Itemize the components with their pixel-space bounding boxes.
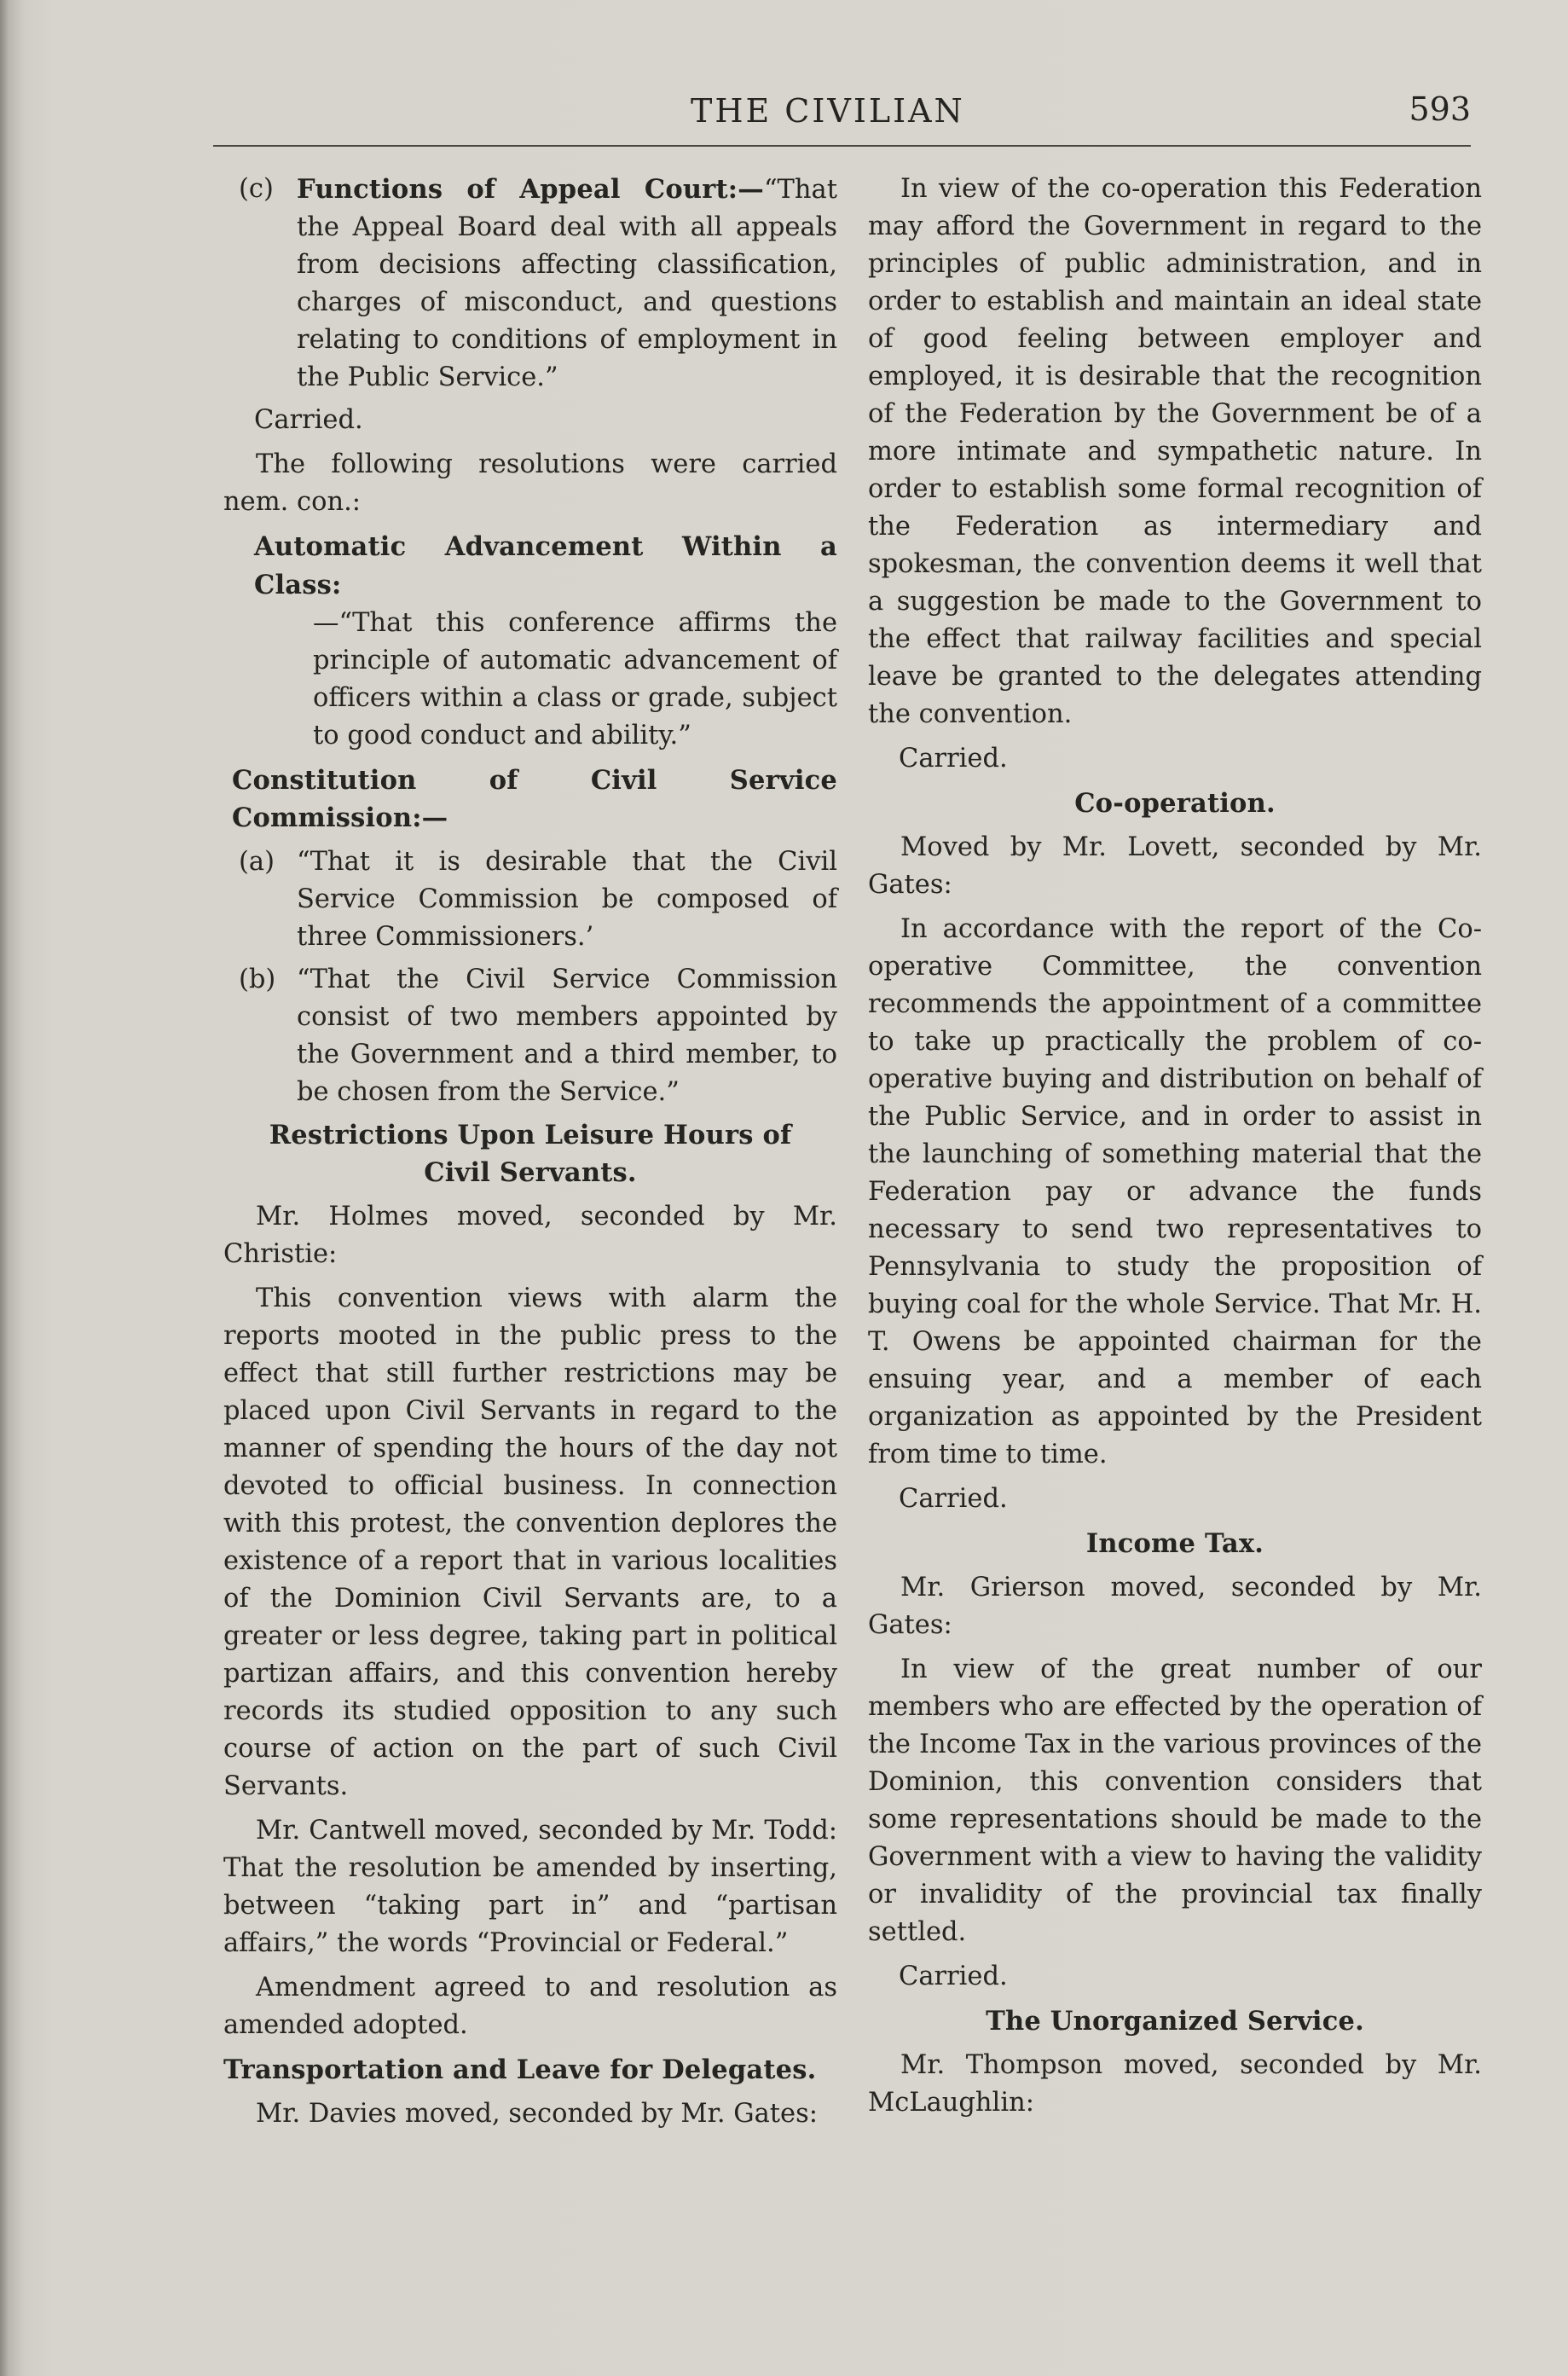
right-column <box>868 171 1482 2129</box>
section-heading: Restrictions Upon Leisure Hours of Civil Servants. <box>269 1120 792 1188</box>
section-heading: Co-operation. <box>1074 788 1276 819</box>
section-heading: Functions of Appeal Court:— <box>297 174 764 205</box>
carried-note: Carried. <box>899 1962 1008 1991</box>
header-rule <box>213 145 1471 147</box>
section-heading: Constitution of Civil Service Commission:— <box>232 765 837 833</box>
motion-line: Mr. Grierson moved, seconded by Mr. Gates: <box>868 1573 1482 1640</box>
motion-line: Moved by Mr. Lovett, seconded by Mr. Gates: <box>868 832 1482 900</box>
section-heading: The Unorganized Service. <box>986 2006 1364 2037</box>
paragraph: In view of the great number of our members who are effected by the operation of the Income Tax in the various provinces of the Dominion, this convention considers that some representations should be made to the Government with a view to having the validity or invalidity of the provincial tax finally settled. <box>868 1655 1482 1947</box>
resolution-item-a <box>223 843 837 956</box>
item-text: “That the Civil Service Commission consist of two members appointed by the Government and a third member, to be chosen from the Service.” <box>297 965 837 1107</box>
paragraph: Mr. Cantwell moved, seconded by Mr. Todd: That the resolution be amended by inserting, between “taking part in” and “partisan affairs,” the words “Provincial or Federal.” <box>223 1816 837 1958</box>
left-column <box>223 171 837 2140</box>
motion-line: Mr. Davies moved, seconded by Mr. Gates: <box>256 2099 819 2129</box>
running-header <box>213 85 1471 136</box>
paragraph: In accordance with the report of the Co-operative Committee, the convention recommends the appointment of a committee to take up practically the problem of co-operative buying and distribution on behalf of the Public Service, and in order to assist in the launching of something material that the Federation pay or advance the funds necessary to send two representatives to Pennsylvania to study the proposition of buying coal for the whole Service. That Mr. H. T. Owens be appointed chairman for the ensuing year, and a member of each organization as appointed by the President from time to time. <box>868 914 1482 1469</box>
item-label: (c) <box>239 174 274 204</box>
paragraph: This convention views with alarm the reports mooted in the public press to the effect that still further restrictions may be placed upon Civil Servants in regard to the manner of spending the hours of the day not devoted to official business. In connection with this protest, the convention deplores the existence of a report that in various localities of the Dominion Civil Servants are, to a greater or less degree, taking part in political partizan affairs, and this convention hereby records its studied opposition to any such course of action on the part of such Civil Servants. <box>223 1284 837 1801</box>
page-number: 593 <box>1409 90 1471 128</box>
carried-note: Carried. <box>254 405 363 435</box>
carried-note: Carried. <box>899 744 1008 774</box>
paragraph: In view of the co-operation this Federation may afford the Government in regard to the principles of public administration, and in order to establish and maintain an ideal state of good feeling between employer and employed, it is desirable that the recognition of the Federation by the Government be of a more intimate and sympathetic nature. In order to establish some formal recognition of the Federation as intermediary and spokesman, the convention deems it well that a suggestion be made to the Government to the effect that railway facilities and special leave be granted to the delegates attending the convention. <box>868 174 1482 729</box>
section-heading: Income Tax. <box>1085 1528 1264 1559</box>
heading-text: Automatic Advancement Within a Class: <box>254 531 837 600</box>
item-label: (b) <box>239 965 276 994</box>
carried-note: Carried. <box>899 1484 1008 1514</box>
resolution-item-c <box>223 171 837 397</box>
resolution-text: “That the Appeal Board deal with all appeals from decisions affecting classification, charges of misconduct, and questions relating to conditions of employment in the Public Service.” <box>297 175 837 392</box>
resolution-text: —“That this conference affirms the principle of automatic advancement of officers within a class or grade, subject to good conduct and ability.” <box>313 608 837 750</box>
item-text <box>297 171 837 397</box>
paragraph: The following resolutions were carried nem. con.: <box>223 449 837 517</box>
motion-line: Mr. Thompson moved, seconded by Mr. McLaughlin: <box>868 2050 1482 2118</box>
section-heading <box>223 528 837 605</box>
item-label: (a) <box>239 847 275 877</box>
paragraph: Amendment agreed to and resolution as amended adopted. <box>223 1973 837 2040</box>
motion-line: Mr. Holmes moved, seconded by Mr. Christie: <box>223 1202 837 1269</box>
resolution-item-b <box>223 961 837 1111</box>
section-heading: Transportation and Leave for Delegates. <box>223 2054 817 2085</box>
journal-title: THE CIVILIAN <box>691 92 965 130</box>
item-text: “That it is desirable that the Civil Service Commission be composed of three Commissioners.’ <box>297 847 837 952</box>
